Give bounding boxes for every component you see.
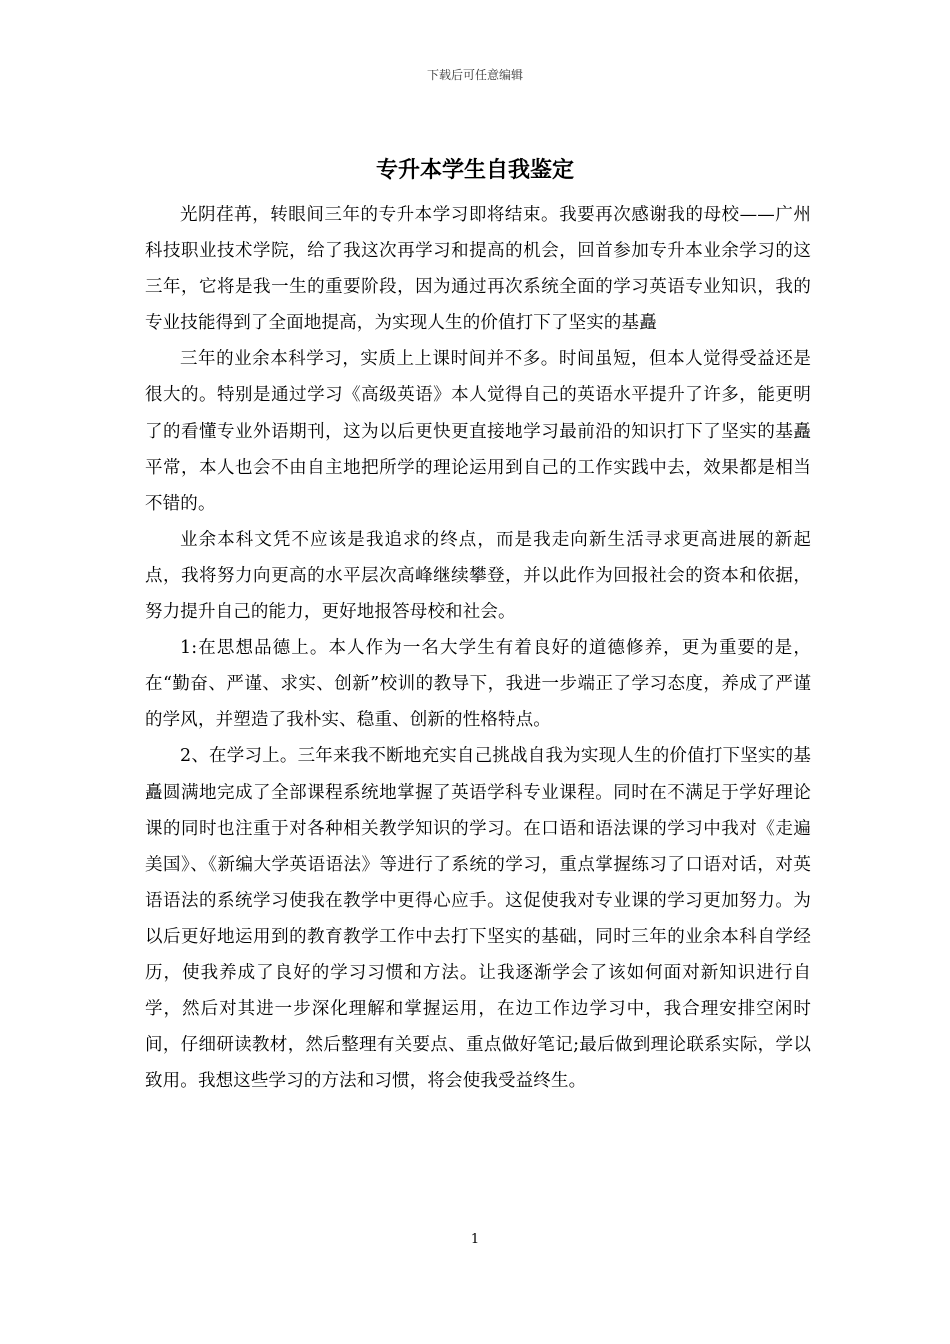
document-body	[145, 197, 811, 1099]
page-title: 专升本学生自我鉴定	[375, 157, 574, 183]
header-note: 下载后可任意编辑	[426, 68, 523, 82]
paragraph-new-start: 业余本科文凭不应该是我追求的终点，而是我走向新生活寻求更高进展的新起点，我将努力向更高的水平层次高峰继续攀登，并以此作为回报社会的资本和依据，努力提升自己的能力，更好地报答母校和社会。	[145, 529, 811, 623]
paragraph-moral-character: 1:在思想品德上。本人作为一名大学生有着良好的道德修养，更为重要的是，在“勤奋、严谨、求实、创新”校训的教导下，我进一步端正了学习态度，养成了严谨的学风，并塑造了我朴实、稳重、创新的性格特点。	[145, 638, 811, 731]
page-number: 1	[470, 1232, 480, 1247]
paragraph-study-experience: 三年的业余本科学习，实质上上课时间并不多。时间虽短，但本人觉得受益还是很大的。特别是通过学习《高级英语》本人觉得自己的英语水平提升了许多，能更明了的看懂专业外语期刊，这为以后更快更直接地学习最前沿的知识打下了坚实的基矗平常，本人也会不由自主地把所学的理论运用到自己的工作实践中去，效果都是相当不错的。	[145, 349, 811, 514]
paragraph-learning: 2、在学习上。三年来我不断地充实自己挑战自我为实现人生的价值打下坚实的基矗圆满地完成了全部课程系统地掌握了英语学科专业课程。同时在不满足于学好理论课的同时也注重于对各种相关教学知识的学习。在口语和语法课的学习中我对《走遍美国》、《新编大学英语语法》等进行了系统的学习，重点掌握练习了口语对话，对英语语法的系统学习使我在教学中更得心应手。这促使我对专业课的学习更加努力。为以后更好地运用到的教育教学工作中去打下坚实的基础，同时三年的业余本科自学经历，使我养成了良好的学习习惯和方法。让我逐渐学会了该如何面对新知识进行自学，然后对其进一步深化理解和掌握运用，在边工作边学习中，我合理安排空闲时间，仔细研读教材，然后整理有关要点、重点做好笔记;最后做到理论联系实际，学以致用。我想这些学习的方法和习惯，将会使我受益终生。	[145, 746, 811, 1092]
paragraph-intro: 光阴荏苒，转眼间三年的专升本学习即将结束。我要再次感谢我的母校——广州科技职业技术学院，给了我这次再学习和提高的机会，回首参加专升本业余学习的这三年，它将是我一生的重要阶段，因为通过再次系统全面的学习英语专业知识，我的专业技能得到了全面地提高，为实现人生的价值打下了坚实的基矗	[145, 205, 811, 334]
